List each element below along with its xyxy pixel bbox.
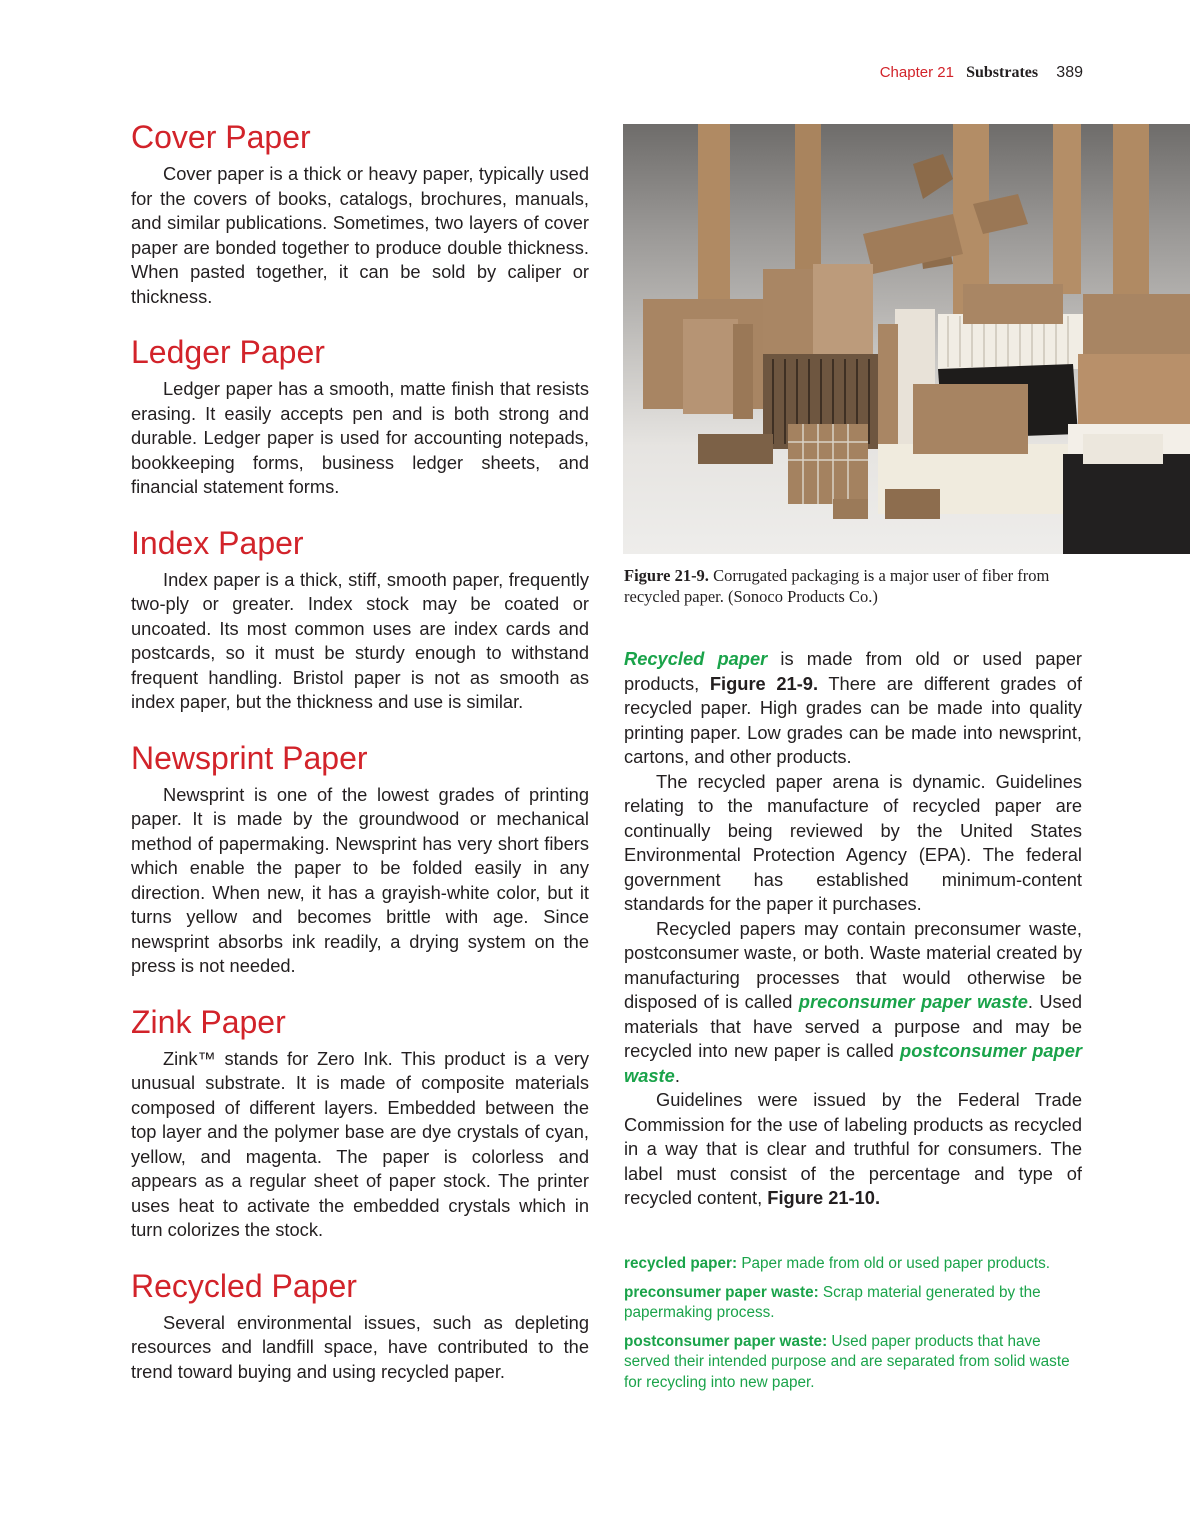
corrugated-packaging-illustration xyxy=(623,124,1190,554)
figure-reference: Figure 21-10. xyxy=(767,1187,881,1208)
glossary-term: preconsumer paper waste: xyxy=(624,1283,819,1301)
figure-caption xyxy=(624,565,1084,607)
section-recycled-paper xyxy=(131,1267,589,1385)
section-index-paper xyxy=(131,524,589,715)
section-body: Cover paper is a thick or heavy paper, typically used for the covers of books, catalogs, brochures, manuals, and similar publications. Sometimes, two layers of cover paper are bonded together to produce double thickness. When pasted together, it can be sold by caliper or thickness. xyxy=(131,163,589,307)
section-cover-paper xyxy=(131,118,589,309)
text-run: . Used materials that have served a purpose and may be recycled into new paper is called xyxy=(624,991,1082,1061)
section-body: Ledger paper has a smooth, matte finish that resists erasing. It easily accepts pen and is both strong and durable. Ledger paper is used for accounting notepads, bookkeeping forms, business ledger sheets, and financial statement forms. xyxy=(131,378,589,497)
section-heading: Index Paper xyxy=(131,524,304,561)
section-heading: Recycled Paper xyxy=(131,1267,357,1304)
glossary-entry xyxy=(624,1283,1084,1324)
section-heading: Zink Paper xyxy=(131,1003,286,1040)
glossary-entry xyxy=(624,1332,1084,1394)
paragraph xyxy=(624,917,1082,1089)
section-body: Index paper is a thick, stiff, smooth paper, frequently two-ply or greater. Index stock may be coated or uncoated. Its most common uses are index cards and postcards, so it must be sturdy enough to withstand frequent handling. Bristol paper is not as smooth as index paper, but the thickness and use is similar. xyxy=(131,568,589,712)
section-heading: Ledger Paper xyxy=(131,334,325,370)
text-run: Guidelines were issued by the Federal Trade Commission for the use of labeling products as recycled in a way that is clear and truthful for consumers. The label must consist of the percentage and type of recycled content, xyxy=(624,1089,1082,1208)
glossary-definition: Paper made from old or used paper products. xyxy=(737,1255,1051,1272)
text-run: is made from old or used paper products, xyxy=(624,648,1082,694)
paragraph xyxy=(624,1088,1082,1211)
text-run: There are different grades of recycled paper. High grades can be made into quality printing paper. Low grades can be made into newsprint, cartons, and other products. xyxy=(624,672,1083,767)
figure-caption-text: Corrugated packaging is a major user of fiber from recycled paper. (Sonoco Products Co.) xyxy=(624,566,1050,606)
glossary-term: postconsumer paper waste: xyxy=(624,1332,828,1350)
figure-photo xyxy=(623,124,1190,554)
text-run: . xyxy=(674,1064,680,1086)
paragraph: The recycled paper arena is dynamic. Guidelines relating to the manufacture of recycled paper are continually being reviewed by the United States Environmental Protection Agency (EPA). The federal government has established minimum-content standards for the paper it purchases. xyxy=(624,770,1082,914)
section-zink-paper xyxy=(131,1003,589,1243)
right-column-text xyxy=(624,647,1082,1211)
glossary-definition: Scrap material generated by the papermaking process. xyxy=(624,1283,1041,1321)
section-heading: Cover Paper xyxy=(131,119,311,155)
paragraph xyxy=(624,647,1082,770)
text-run: Recycled papers may contain preconsumer waste, postconsumer waste, or both. Waste material created by manufacturing processes that would otherwise be disposed of is called xyxy=(624,917,1082,1012)
figure-reference: Figure 21-9. xyxy=(709,672,819,694)
left-column xyxy=(131,118,589,1408)
glossary-term: recycled paper: xyxy=(624,1255,738,1272)
section-body: Newsprint is one of the lowest grades of printing paper. It is made by the groundwood or mechanical method of papermaking. Newsprint has very short fibers which enable the paper to be folded easily in any direction. When new, it has a grayish-white color, but it turns yellow and becomes brittle with age. Since newsprint absorbs ink readily, a drying system on the press is not needed. xyxy=(131,783,589,976)
section-heading: Newsprint Paper xyxy=(131,739,368,776)
section-body: Zink™ stands for Zero Ink. This product is a very unusual substrate. It is made of composite materials composed of different layers. Embedded between the top layer and the polymer base are dye crystals of cyan, yellow, and magenta. The paper is colorless and appears as a regular sheet of paper stock. The printer uses heat to activate the embedded crystals which in turn colorizes the stock. xyxy=(131,1047,589,1240)
glossary xyxy=(624,1254,1084,1401)
glossary-definition: Used paper products that have served their intended purpose and are separated from solid waste for recycling into new paper. xyxy=(624,1332,1070,1391)
chapter-label: Chapter 21 xyxy=(879,64,954,81)
key-term: postconsumer paper waste xyxy=(624,1040,1082,1086)
figure-label: Figure 21-9. xyxy=(624,566,709,585)
page-number: 389 xyxy=(1056,64,1083,81)
running-head xyxy=(880,64,1083,82)
section-newsprint-paper xyxy=(131,739,589,979)
key-term: Recycled paper xyxy=(624,648,768,669)
chapter-title: Substrates xyxy=(966,64,1039,81)
section-ledger-paper xyxy=(131,333,589,500)
key-term: preconsumer paper waste xyxy=(798,991,1028,1012)
section-body: Several environmental issues, such as depleting resources and landfill space, have contributed to the trend toward buying and using recycled paper. xyxy=(131,1311,589,1382)
glossary-entry xyxy=(624,1254,1084,1275)
